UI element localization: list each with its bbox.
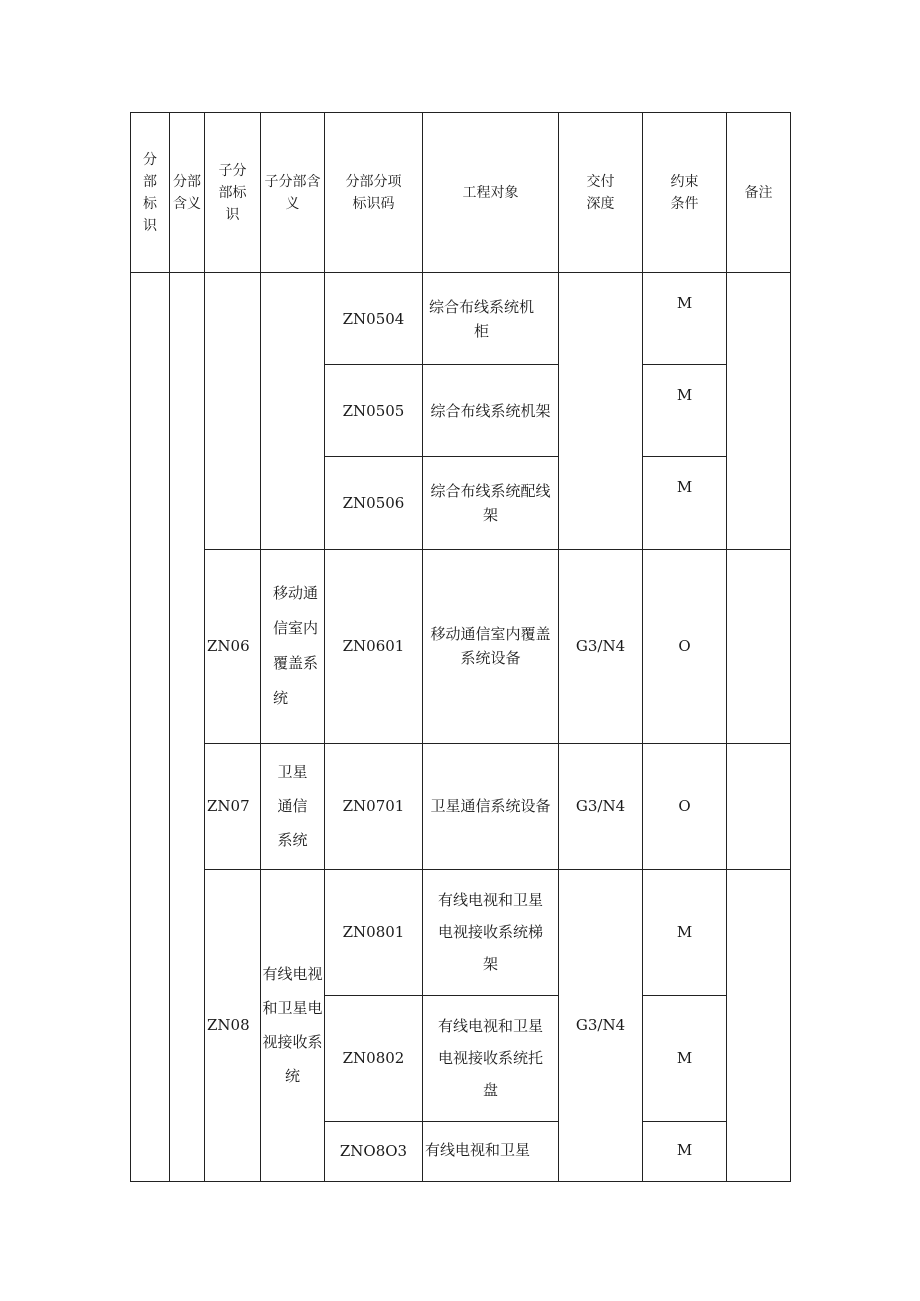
item-code: ZN0601 bbox=[325, 550, 423, 743]
subdivision-meaning: 卫星通信系统 bbox=[261, 743, 325, 869]
item-code: ZN0506 bbox=[325, 457, 423, 550]
constraint: O bbox=[643, 743, 727, 869]
object-name: 有线电视和卫星电视接收系统托盘 bbox=[423, 995, 559, 1121]
item-code: ZN0504 bbox=[325, 273, 423, 365]
remark-cell bbox=[727, 869, 791, 1181]
item-code: ZN0802 bbox=[325, 995, 423, 1121]
header-object: 工程对象 bbox=[423, 113, 559, 273]
depth: G3/N4 bbox=[559, 550, 643, 743]
header-subdivision-meaning: 子分部含义 bbox=[261, 113, 325, 273]
constraint: M bbox=[643, 365, 727, 457]
constraint: O bbox=[643, 550, 727, 743]
object-name: 卫星通信系统设备 bbox=[423, 743, 559, 869]
remark-cell bbox=[727, 273, 791, 550]
object-name: 综合布线系统配线架 bbox=[423, 457, 559, 550]
constraint: M bbox=[643, 273, 727, 365]
header-item-code: 分部分项标识码 bbox=[325, 113, 423, 273]
depth: G3/N4 bbox=[559, 743, 643, 869]
item-code: ZN0505 bbox=[325, 365, 423, 457]
item-code: ZN0801 bbox=[325, 869, 423, 995]
header-row bbox=[131, 113, 791, 273]
constraint: M bbox=[643, 995, 727, 1121]
table-row bbox=[131, 743, 791, 869]
header-remark: 备注 bbox=[727, 113, 791, 273]
constraint: M bbox=[643, 457, 727, 550]
spec-table bbox=[130, 112, 791, 1182]
object-name: 有线电视和卫星 bbox=[423, 1121, 559, 1181]
object-name: 移动通信室内覆盖系统设备 bbox=[423, 550, 559, 743]
depth: G3/N4 bbox=[559, 869, 643, 1181]
header-division-id: 分部标识 bbox=[131, 113, 170, 273]
constraint: M bbox=[643, 1121, 727, 1181]
item-code: ZNO8O3 bbox=[325, 1121, 423, 1181]
table-row bbox=[131, 273, 791, 365]
constraint: M bbox=[643, 869, 727, 995]
depth-cell bbox=[559, 273, 643, 550]
item-code: ZN0701 bbox=[325, 743, 423, 869]
subdivision-id: ZN06 bbox=[205, 550, 261, 743]
header-division-meaning: 分部含义 bbox=[170, 113, 205, 273]
header-constraint: 约束条件 bbox=[643, 113, 727, 273]
object-name: 综合布线系统机架 bbox=[423, 365, 559, 457]
object-name: 有线电视和卫星电视接收系统梯架 bbox=[423, 869, 559, 995]
object-name: 综合布线系统机柜 bbox=[423, 273, 559, 365]
subdivision-meaning: 移动通信室内覆盖系统 bbox=[261, 550, 325, 743]
table-row bbox=[131, 550, 791, 743]
subdivision-id-cell bbox=[205, 273, 261, 550]
subdivision-id: ZN08 bbox=[205, 869, 261, 1181]
remark-cell bbox=[727, 550, 791, 743]
division-id-cell bbox=[131, 273, 170, 1182]
header-subdivision-id: 子分部标识 bbox=[205, 113, 261, 273]
division-meaning-cell bbox=[170, 273, 205, 1182]
remark-cell bbox=[727, 743, 791, 869]
subdivision-meaning-cell bbox=[261, 273, 325, 550]
subdivision-meaning: 有线电视和卫星电视接收系统 bbox=[261, 869, 325, 1181]
header-depth: 交付深度 bbox=[559, 113, 643, 273]
table-row bbox=[131, 869, 791, 995]
subdivision-id: ZN07 bbox=[205, 743, 261, 869]
